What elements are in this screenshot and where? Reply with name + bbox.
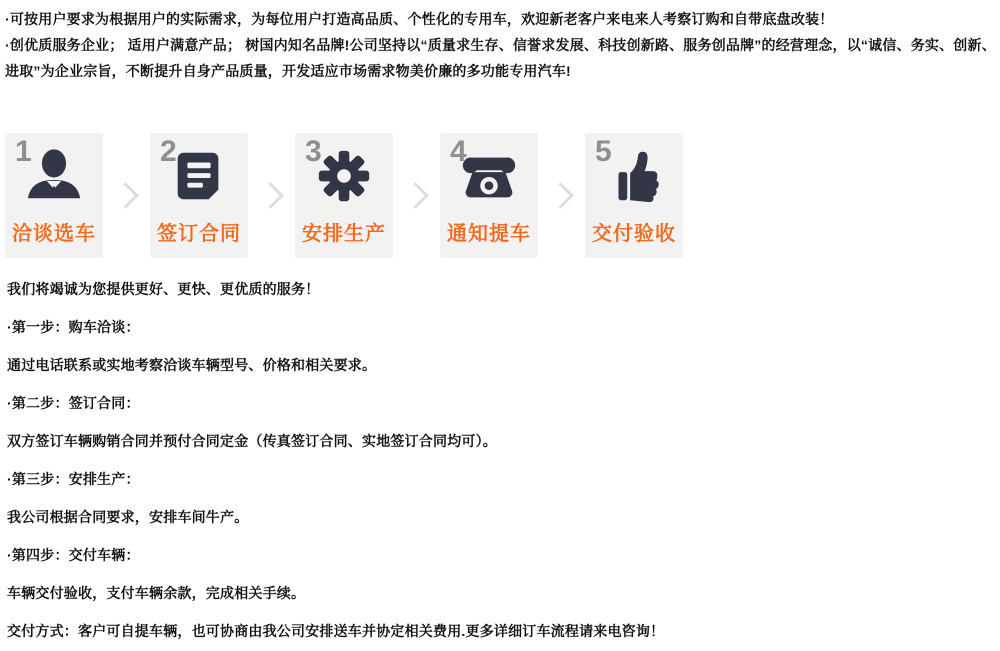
step4-description: 车辆交付验收，支付车辆余款，完成相关手续。 [7,585,306,601]
step-label: 签订合同 [157,223,241,245]
step-label: 安排生产 [302,223,386,245]
service-promise-line: 我们将竭诚为您提供更好、更快、更优质的服务！ [7,281,320,297]
step-number: 4 [450,135,467,168]
step-card-pickup-notice [440,133,538,258]
step3-description: 我公司根据合同要求，安排车间牛产。 [7,509,249,525]
step-number: 3 [305,135,322,168]
step1-description: 通过电话联系或实地考察洽谈车辆型号、价格和相关要求。 [7,357,377,373]
step-card-contract [150,133,248,258]
chevron-right-icon [547,182,574,209]
step-card-production [295,133,393,258]
step4-heading: ·第四步：交付车辆： [7,547,140,563]
chevron-right-icon [257,182,284,209]
process-steps-strip [5,133,683,258]
details-block [7,282,992,651]
intro-line-2: ·创优质服务企业； 适用户满意产品； 树国内知名品牌!公司坚持以“质量求生存、信誉求发展、科技创新路、服务创品牌”的经营理念，以“诚信、务实、创新、进取”为企业宗旨，不断提升自身产品质量，开发适应市场需求物美价廉的多功能专用汽车! [5,37,996,79]
step2-heading: ·第二步：签订合同： [7,395,140,411]
step-label: 通知提车 [447,223,531,245]
person-icon [23,145,85,207]
step-card-delivery [585,133,683,258]
telephone-icon [458,145,520,207]
thumbs-up-icon [603,145,665,207]
step3-heading: ·第三步：安排生产： [7,471,140,487]
intro-line-1: ·可按用户要求为根据用户的实际需求，为每位用户打造高品质、个性化的专用车，欢迎新老客户来电来人考察订购和自带底盘改装！ [5,11,834,27]
step1-heading: ·第一步：购车洽谈： [7,319,140,335]
step-number: 1 [15,135,32,168]
step-card-negotiate [5,133,103,258]
step-number: 2 [160,135,177,168]
contract-document-icon [168,145,230,207]
step-number: 5 [595,135,612,168]
step2-description: 双方签订车辆购销合同并预付合同定金（传真签订合同、实地签订合同均可）。 [7,433,497,449]
step-label: 交付验收 [592,223,676,245]
chevron-right-icon [402,182,429,209]
delivery-method-line: 交付方式：客户可自提车辆，也可协商由我公司安排送车并协定相关费用.更多详细订车流程请来电咨询！ [7,623,665,639]
chevron-right-icon [112,182,139,209]
intro-block [0,0,1000,84]
step-label: 洽谈选车 [12,223,96,245]
gear-icon [313,145,375,207]
